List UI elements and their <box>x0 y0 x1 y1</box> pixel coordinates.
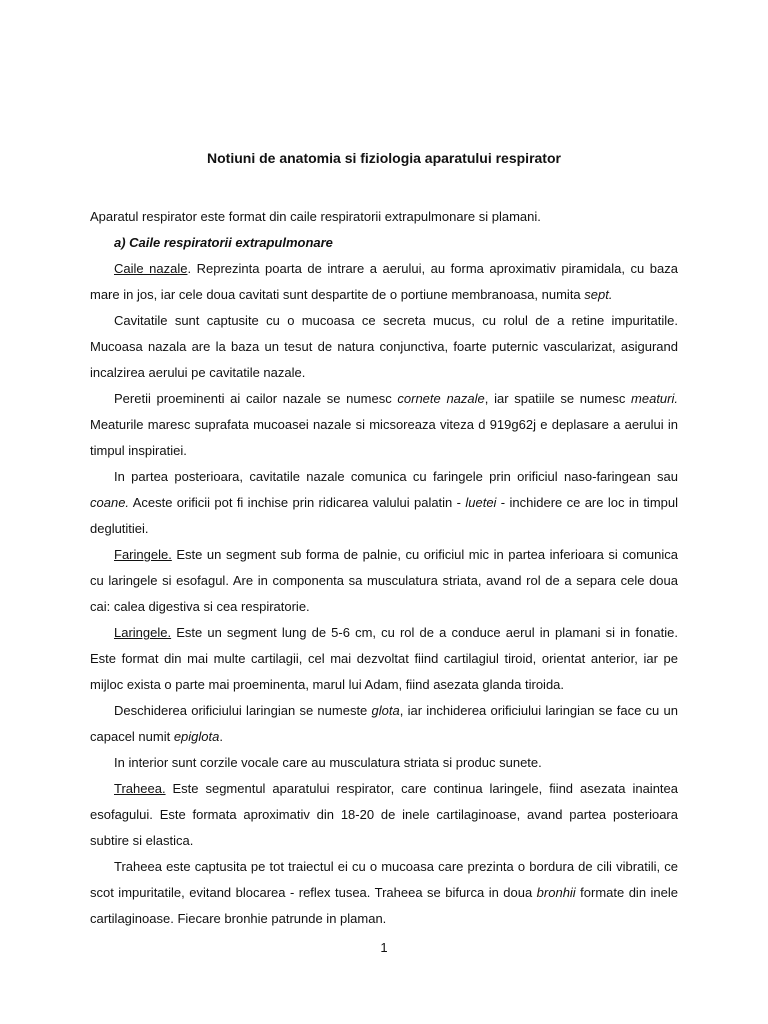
paragraph-text: Este un segment sub forma de palnie, cu orificiul mic in partea inferioara si comunica cu laringele si esofagul. Are in componenta sa musculatura striata, avand rol de a separa cele doua cai: calea digestiva si cea respiratorie. <box>90 547 678 614</box>
paragraph-corzi <box>90 750 678 776</box>
paragraph-text: . <box>219 729 223 744</box>
paragraph-text: Aceste orificii pot fi inchise prin ridicarea valului palatin - <box>129 495 466 510</box>
term-faringele: Faringele. <box>114 547 172 562</box>
paragraph-text: Peretii proeminenti ai cailor nazale se numesc <box>114 391 398 406</box>
paragraph-text: Este un segment lung de 5-6 cm, cu rol de a conduce aerul in plamani si in fonatie. Este format din mai multe cartilagii, cel mai dezvoltat fiind cartilagiul tiroid, orientat anterior, iar pe mijloc exista o parte mai proeminenta, marul lui Adam, fiind asezata glanda tiroida. <box>90 625 678 692</box>
paragraph-intro <box>90 204 678 230</box>
intro-text: Aparatul respirator este format din caile respiratorii extrapulmonare si plamani. <box>90 209 541 224</box>
page-number: 1 <box>380 940 388 955</box>
paragraph-caile-nazale <box>90 256 678 308</box>
emphasis-text: meaturi. <box>631 391 678 406</box>
emphasis-text: coane. <box>90 495 130 510</box>
page-title: Notiuni de anatomia si fiziologia aparatului respirator <box>207 150 561 166</box>
subheading-text: a) Caile respiratorii extrapulmonare <box>114 235 333 250</box>
document-body <box>90 204 678 932</box>
paragraph-text: Cavitatile sunt captusite cu o mucoasa ce secreta mucus, cu rolul de a retine impuritatile. Mucoasa nazala are la baza un tesut de natura conjunctiva, foarte puternic vascularizat, asigurand incalzirea aerului pe cavitatile nazale. <box>90 313 678 380</box>
emphasis-text: bronhii <box>536 885 576 900</box>
emphasis-text: sept. <box>584 287 613 302</box>
paragraph-text: Deschiderea orificiului laringian se numeste <box>114 703 372 718</box>
emphasis-text: cornete nazale <box>397 391 485 406</box>
paragraph-deschidere <box>90 698 678 750</box>
paragraph-cavitati <box>90 308 678 386</box>
term-laringele: Laringele. <box>114 625 172 640</box>
term-caile-nazale: Caile nazale <box>114 261 188 276</box>
paragraph-text: . Reprezinta poarta de intrare a aerului, au forma aproximativ piramidala, cu baza mare in jos, iar cele doua cavitati sunt despartite de o portiune membranoasa, numita <box>90 261 678 302</box>
paragraph-text: , iar spatiile se numesc <box>484 391 632 406</box>
paragraph-trahee-2 <box>90 854 678 932</box>
paragraph-text: - inchidere ce are loc in timpul deglutitiei. <box>90 495 678 536</box>
emphasis-text: luetei <box>465 495 497 510</box>
subheading <box>90 230 678 256</box>
paragraph-posterior <box>90 464 678 542</box>
paragraph-text: Este segmentul aparatului respirator, care continua laringele, fiind asezata inaintea esofagului. Este formata aproximativ din 18-20 de inele cartilaginoase, avand partea posterioara subtire si elastica. <box>90 781 678 848</box>
term-traheea: Traheea. <box>114 781 166 796</box>
paragraph-text: In interior sunt corzile vocale care au musculatura striata si produc sunete. <box>114 755 542 770</box>
paragraph-text: , iar inchiderea orificiului laringian se face cu un capacel numit <box>90 703 678 744</box>
paragraph-laringe <box>90 620 678 698</box>
paragraph-text: Traheea este captusita pe tot traiectul ei cu o mucoasa care prezinta o bordura de cili vibratili, ce scot impuritatile, evitand blocarea - reflex tusea. Traheea se bifurca in doua <box>90 859 678 900</box>
paragraph-text: In partea posterioara, cavitatile nazale comunica cu faringele prin orificiul naso-faringean sau <box>114 469 678 484</box>
paragraph-trahee <box>90 776 678 854</box>
paragraph-pereti <box>90 386 678 464</box>
paragraph-text: formate din inele cartilaginoase. Fiecare bronhie patrunde in plaman. <box>90 885 678 926</box>
paragraph-faringe <box>90 542 678 620</box>
paragraph-text: Meaturile maresc suprafata mucoasei nazale si micsoreaza viteza d 919g62j e deplasare a aerului in timpul inspiratiei. <box>90 417 678 458</box>
emphasis-text: glota <box>371 703 400 718</box>
emphasis-text: epiglota <box>173 729 220 744</box>
